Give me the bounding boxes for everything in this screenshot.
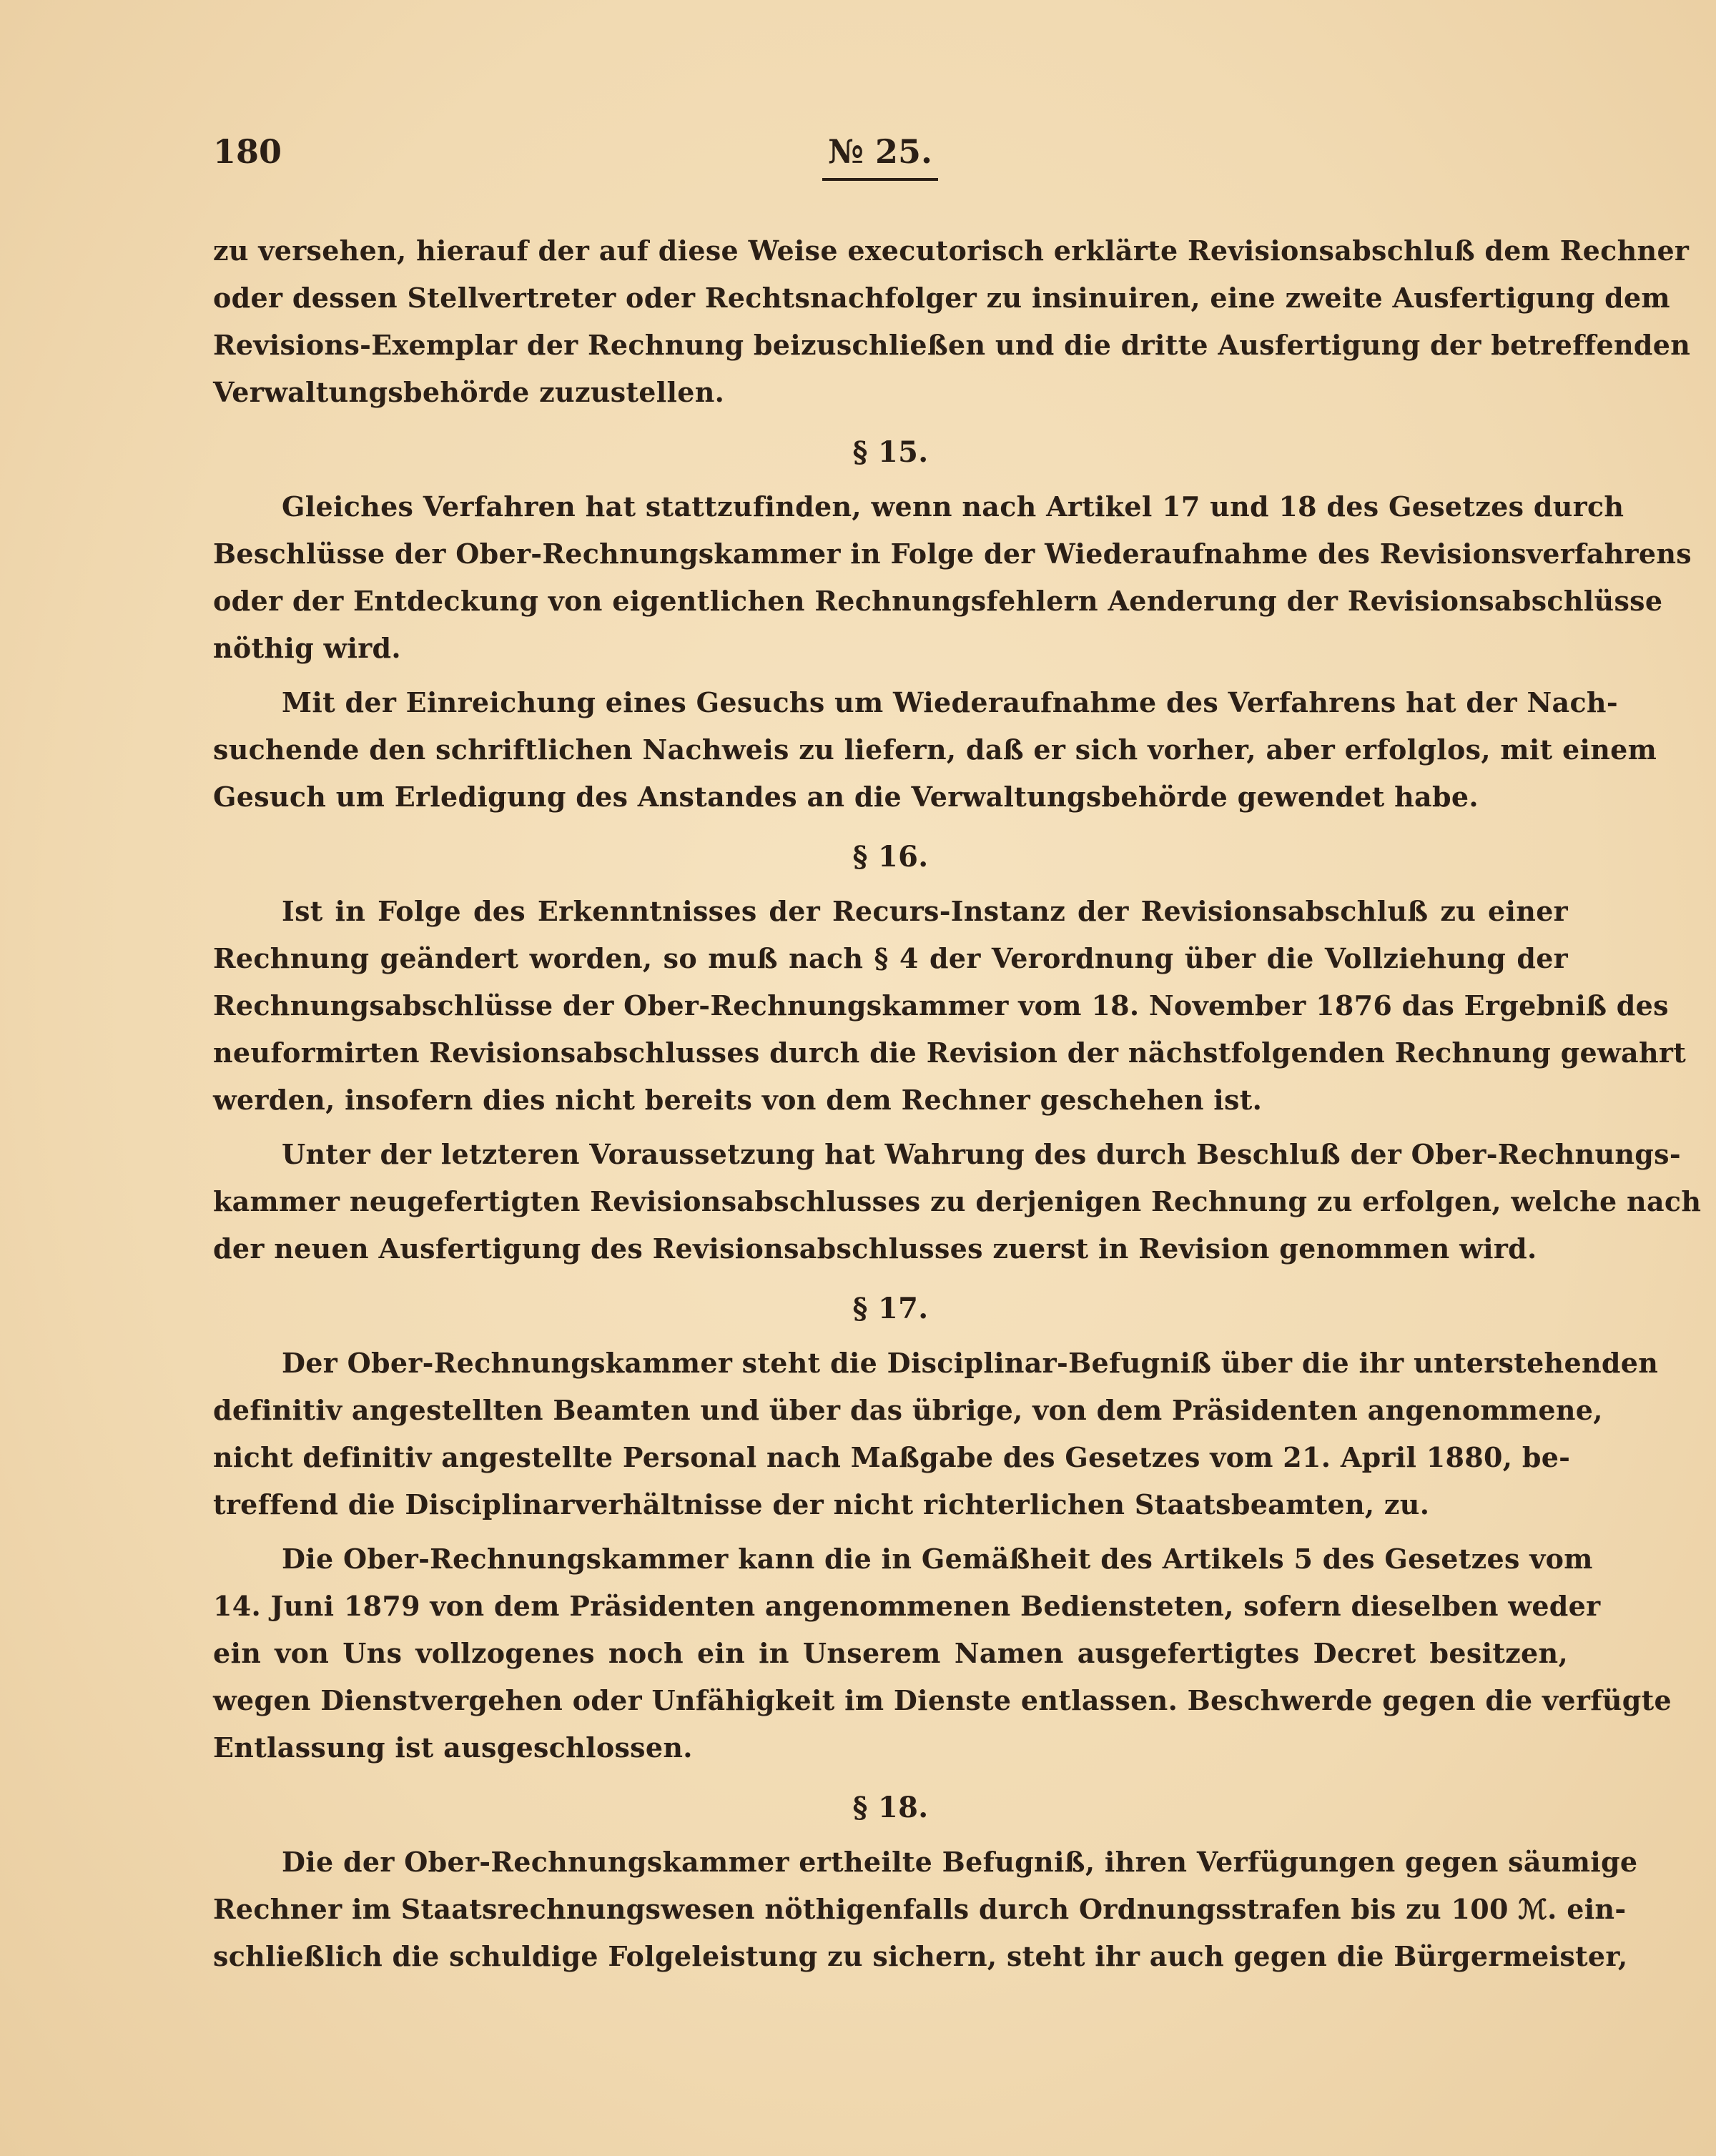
text-line: oder dessen Stellvertreter oder Rechtsnachfolger zu insinuiren, eine zweite Ausfertigung dem — [213, 282, 1670, 314]
text-line: werden, insofern dies nicht bereits von dem Rechner geschehen ist. — [213, 1084, 1263, 1116]
page-number: 180 — [213, 132, 282, 171]
text-line: Die Ober-Rechnungskammer kann die in Gemäßheit des Artikels 5 des Gesetzes vom — [282, 1543, 1593, 1575]
text-line: neuformirten Revisionsabschlusses durch die Revision der nächstfolgenden Rechnung gewahrt — [213, 1037, 1687, 1069]
text-line: nöthig wird. — [213, 632, 401, 664]
text-line: Rechnungsabschlüsse der Ober-Rechnungskammer vom 18. November 1876 das Ergebniß des — [213, 989, 1669, 1022]
paragraph — [213, 227, 1691, 416]
text-line: schließlich die schuldige Folgeleistung zu sichern, steht ihr auch gegen die Bürgermeister, — [213, 1940, 1628, 1972]
text-line: definitiv angestellten Beamten und über das übrige, von dem Präsidenten angenommene, — [213, 1394, 1603, 1426]
text-line: Revisions-Exemplar der Rechnung beizuschließen und die dritte Ausfertigung der betreffenden — [213, 329, 1691, 361]
text-line: Unter der letzteren Voraussetzung hat Wahrung des durch Beschluß der Ober-Rechnungs- — [282, 1138, 1681, 1170]
text-line: 14. Juni 1879 von dem Präsidenten angenommenen Bediensteten, sofern dieselben weder — [213, 1590, 1601, 1622]
text-line: Die der Ober-Rechnungskammer ertheilte Befugniß, ihren Verfügungen gegen säumige — [282, 1846, 1638, 1878]
paragraph — [213, 1340, 1659, 1528]
section-heading: § 15. — [852, 435, 929, 469]
section-heading: § 18. — [852, 1791, 929, 1824]
text-line: Der Ober-Rechnungskammer steht die Disciplinar-Befugniß über die ihr unterstehenden — [282, 1347, 1659, 1379]
paragraph — [213, 483, 1692, 672]
text-line: ein von Uns vollzogenes noch ein in Unserem Namen ausgefertigtes Decret besitzen, — [213, 1637, 1568, 1669]
text-line: Ist in Folge des Erkenntnisses der Recurs-Instanz der Revisionsabschluß zu einer — [282, 895, 1568, 927]
text-line: nicht definitiv angestellte Personal nach Maßgabe des Gesetzes vom 21. April 1880, be- — [213, 1441, 1571, 1473]
text-line: Gesuch um Erledigung des Anstandes an die Verwaltungsbehörde gewendet habe. — [213, 781, 1479, 813]
paragraph — [213, 888, 1687, 1124]
text-line: Rechner im Staatsrechnungswesen nöthigenfalls durch Ordnungsstrafen bis zu 100 ℳ. ein- — [213, 1893, 1627, 1925]
text-line: Gleiches Verfahren hat stattzufinden, wenn nach Artikel 17 und 18 des Gesetzes durch — [282, 490, 1624, 523]
text-line: suchende den schriftlichen Nachweis zu liefern, daß er sich vorher, aber erfolglos, mit einem — [213, 733, 1657, 766]
paragraph — [213, 1131, 1702, 1272]
paragraph — [213, 679, 1657, 821]
text-line: zu versehen, hierauf der auf diese Weise executorisch erklärte Revisionsabschluß dem Rechner — [213, 234, 1690, 267]
text-line: Entlassung ist ausgeschlossen. — [213, 1731, 693, 1764]
text-line: der neuen Ausfertigung des Revisionsabschlusses zuerst in Revision genommen wird. — [213, 1232, 1537, 1265]
issue-number: № 25. — [822, 132, 938, 181]
text-line: kammer neugefertigten Revisionsabschlusses zu derjenigen Rechnung zu erfolgen, welche nach — [213, 1185, 1702, 1217]
section-heading: § 17. — [852, 1292, 929, 1325]
document-body — [213, 227, 1702, 1987]
text-line: Rechnung geändert worden, so muß nach § 4 der Verordnung über die Vollziehung der — [213, 942, 1568, 974]
section-heading: § 16. — [852, 840, 929, 874]
text-line: Mit der Einreichung eines Gesuchs um Wiederaufnahme des Verfahrens hat der Nach- — [282, 686, 1618, 718]
text-line: wegen Dienstvergehen oder Unfähigkeit im Dienste entlassen. Beschwerde gegen die verfügte — [213, 1684, 1672, 1716]
text-line: Beschlüsse der Ober-Rechnungskammer in Folge der Wiederaufnahme des Revisionsverfahrens — [213, 538, 1692, 570]
text-line: Verwaltungsbehörde zuzustellen. — [213, 376, 725, 408]
paragraph — [213, 1839, 1638, 1980]
text-line: oder der Entdeckung von eigentlichen Rechnungsfehlern Aenderung der Revisionsabschlüsse — [213, 585, 1663, 617]
text-line: treffend die Disciplinarverhältnisse der nicht richterlichen Staatsbeamten, zu. — [213, 1488, 1430, 1520]
paragraph — [213, 1536, 1672, 1771]
